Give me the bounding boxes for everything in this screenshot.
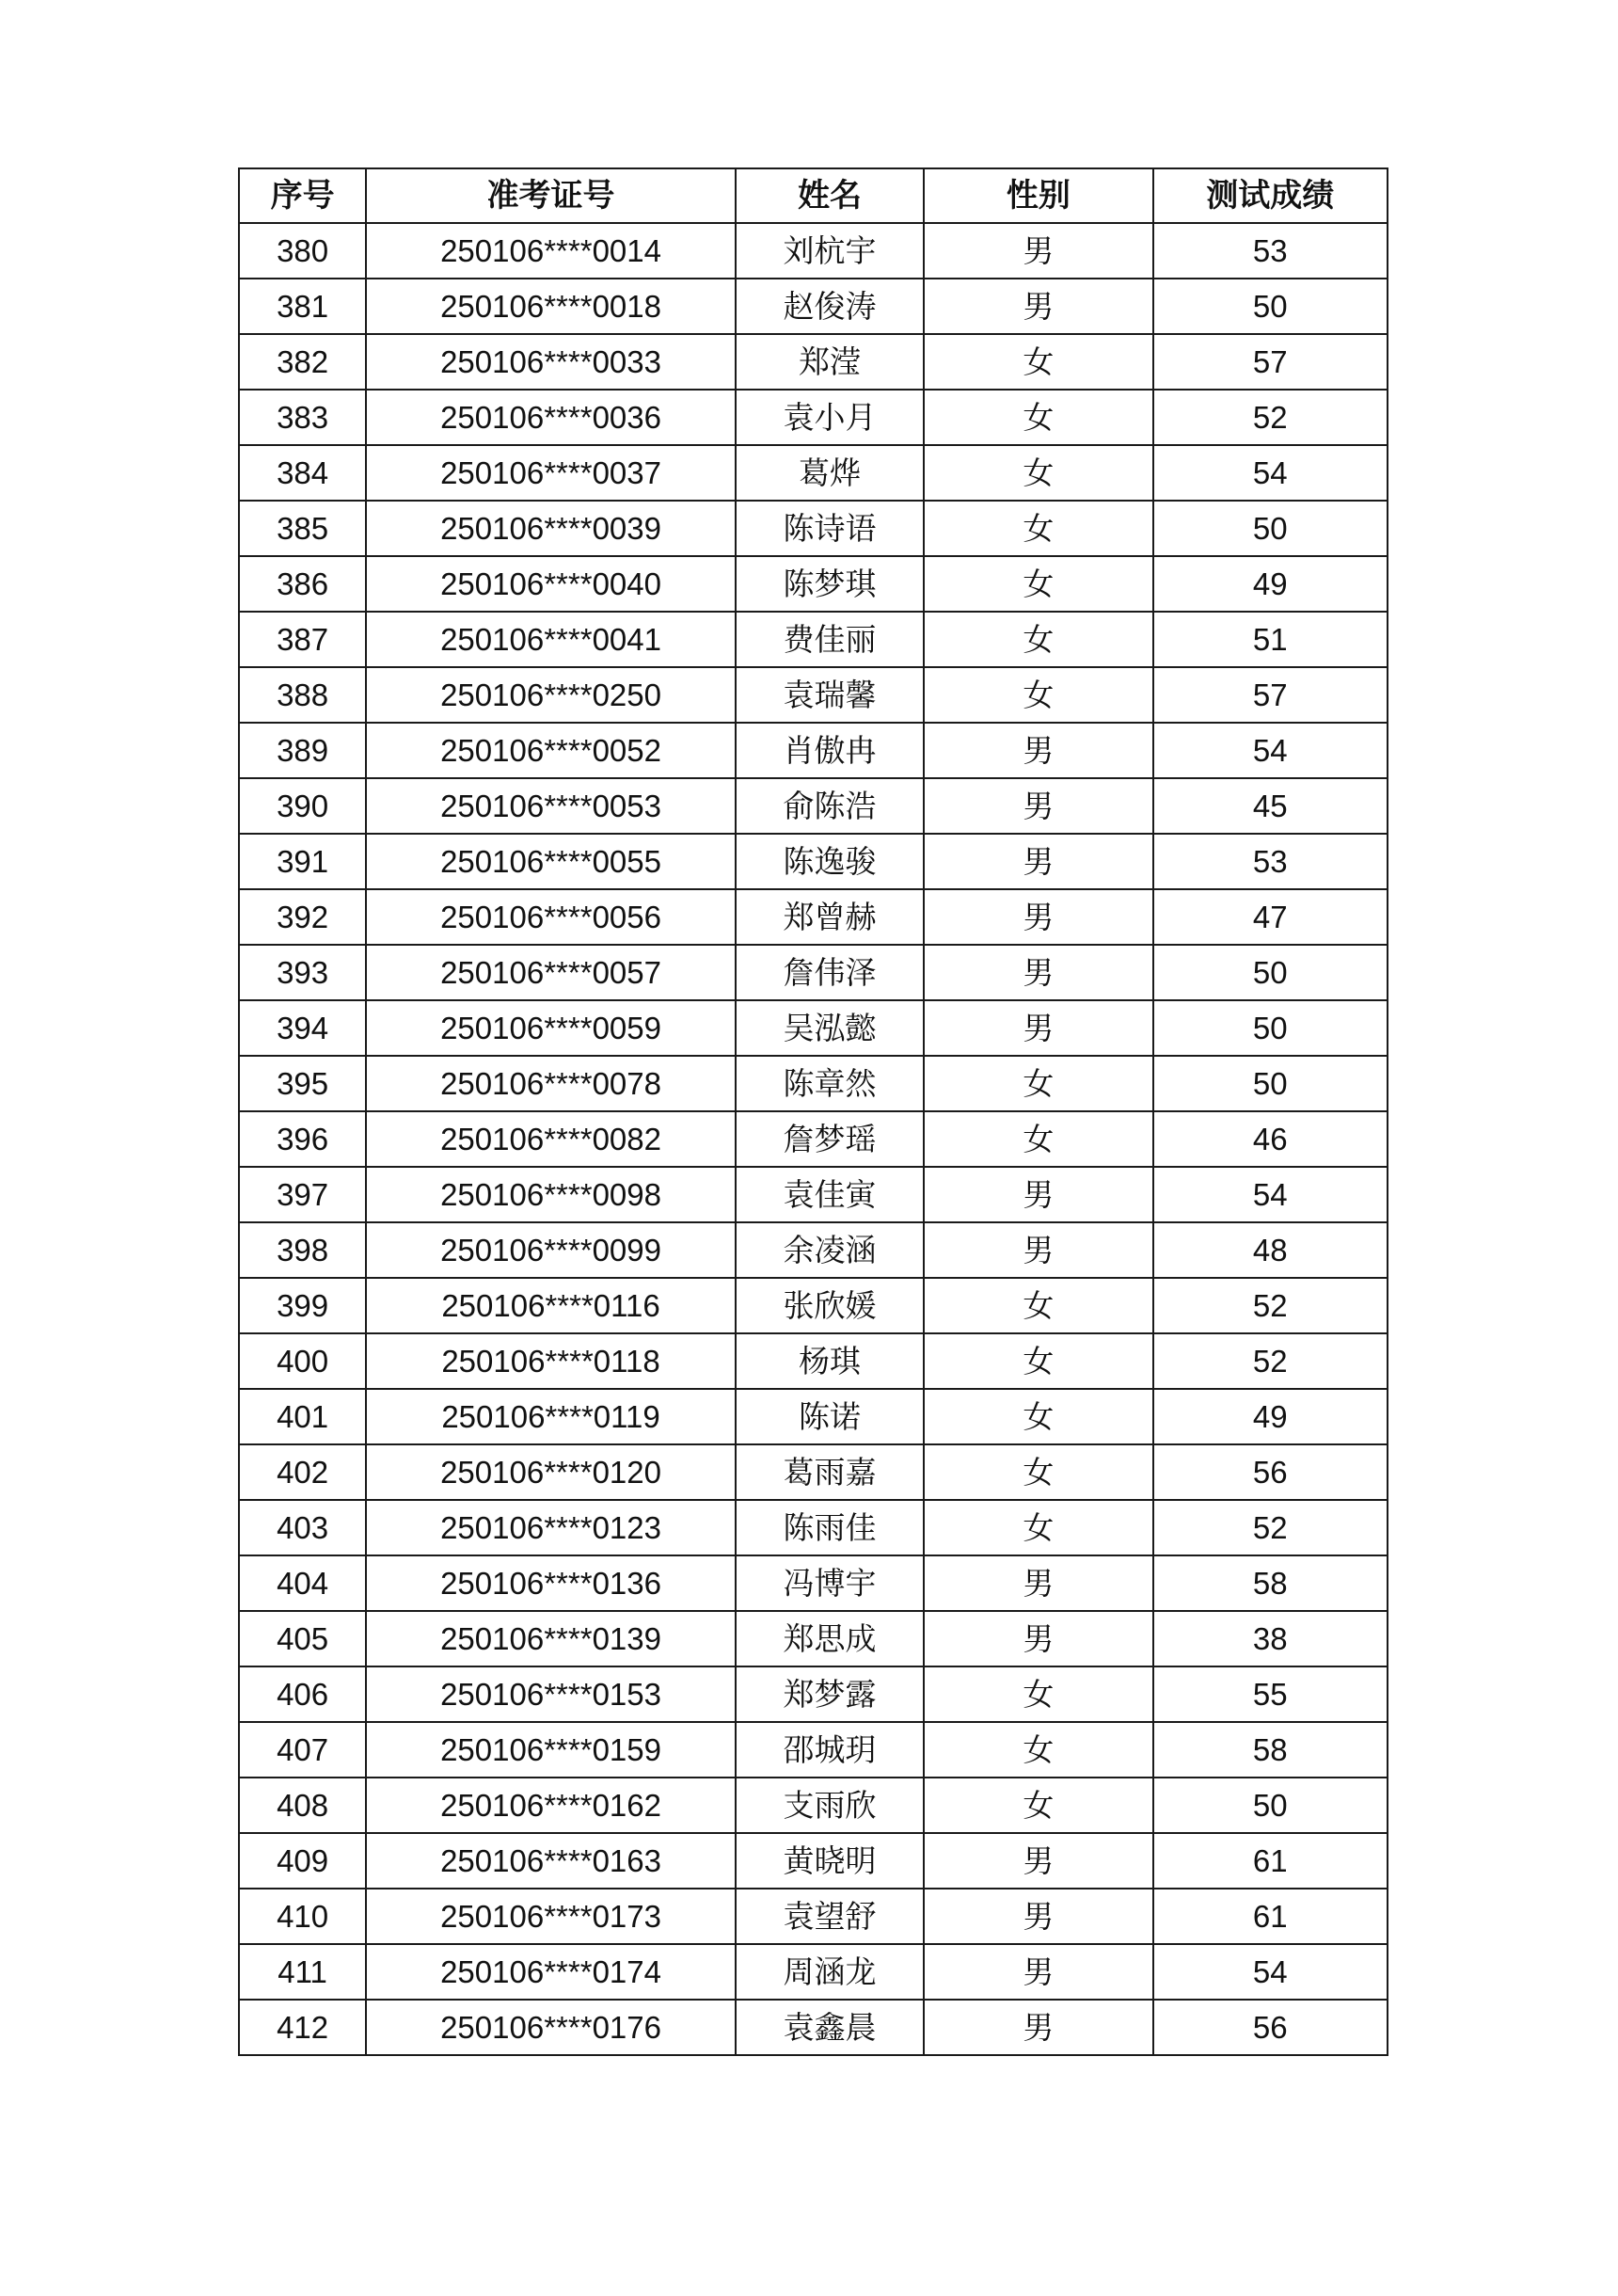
cell-score: 50 xyxy=(1153,1778,1388,1833)
cell-seq: 407 xyxy=(239,1722,366,1778)
cell-score: 52 xyxy=(1153,1278,1388,1333)
cell-exam-id: 250106****0014 xyxy=(366,223,736,279)
cell-seq: 382 xyxy=(239,334,366,390)
cell-score: 49 xyxy=(1153,1389,1388,1444)
cell-score: 47 xyxy=(1153,889,1388,945)
score-table xyxy=(238,167,1388,2056)
cell-seq: 393 xyxy=(239,945,366,1000)
cell-exam-id: 250106****0082 xyxy=(366,1111,736,1167)
cell-gender: 男 xyxy=(924,1000,1152,1056)
cell-name: 周涵龙 xyxy=(736,1944,924,2000)
cell-score: 58 xyxy=(1153,1722,1388,1778)
table-row xyxy=(239,445,1388,501)
cell-name: 詹梦瑶 xyxy=(736,1111,924,1167)
cell-exam-id: 250106****0136 xyxy=(366,1555,736,1611)
cell-name: 俞陈浩 xyxy=(736,778,924,834)
table-row xyxy=(239,2000,1388,2055)
cell-gender: 女 xyxy=(924,1722,1152,1778)
cell-score: 49 xyxy=(1153,556,1388,612)
cell-score: 52 xyxy=(1153,1333,1388,1389)
table-row xyxy=(239,334,1388,390)
cell-exam-id: 250106****0078 xyxy=(366,1056,736,1111)
cell-name: 冯博宇 xyxy=(736,1555,924,1611)
cell-score: 61 xyxy=(1153,1833,1388,1889)
table-row xyxy=(239,1555,1388,1611)
cell-gender: 女 xyxy=(924,1500,1152,1555)
cell-name: 葛雨嘉 xyxy=(736,1444,924,1500)
cell-seq: 411 xyxy=(239,1944,366,2000)
table-row xyxy=(239,556,1388,612)
cell-exam-id: 250106****0098 xyxy=(366,1167,736,1222)
cell-gender: 男 xyxy=(924,1944,1152,2000)
cell-name: 黄晓明 xyxy=(736,1833,924,1889)
cell-exam-id: 250106****0057 xyxy=(366,945,736,1000)
table-row xyxy=(239,223,1388,279)
cell-seq: 398 xyxy=(239,1222,366,1278)
table-row xyxy=(239,1500,1388,1555)
cell-seq: 380 xyxy=(239,223,366,279)
cell-seq: 394 xyxy=(239,1000,366,1056)
cell-seq: 409 xyxy=(239,1833,366,1889)
cell-gender: 男 xyxy=(924,723,1152,778)
cell-exam-id: 250106****0036 xyxy=(366,390,736,445)
cell-score: 57 xyxy=(1153,334,1388,390)
cell-seq: 408 xyxy=(239,1778,366,1833)
table-row xyxy=(239,1611,1388,1666)
cell-gender: 女 xyxy=(924,1111,1152,1167)
cell-name: 刘杭宇 xyxy=(736,223,924,279)
cell-seq: 396 xyxy=(239,1111,366,1167)
cell-name: 葛烨 xyxy=(736,445,924,501)
cell-gender: 女 xyxy=(924,1333,1152,1389)
cell-gender: 女 xyxy=(924,445,1152,501)
cell-exam-id: 250106****0162 xyxy=(366,1778,736,1833)
cell-exam-id: 250106****0040 xyxy=(366,556,736,612)
table-row xyxy=(239,1944,1388,2000)
cell-seq: 400 xyxy=(239,1333,366,1389)
cell-gender: 男 xyxy=(924,2000,1152,2055)
cell-exam-id: 250106****0039 xyxy=(366,501,736,556)
cell-name: 袁鑫晨 xyxy=(736,2000,924,2055)
cell-seq: 386 xyxy=(239,556,366,612)
cell-seq: 402 xyxy=(239,1444,366,1500)
header-gender: 性别 xyxy=(924,168,1152,223)
cell-seq: 388 xyxy=(239,667,366,723)
cell-name: 吴泓懿 xyxy=(736,1000,924,1056)
cell-exam-id: 250106****0119 xyxy=(366,1389,736,1444)
cell-seq: 385 xyxy=(239,501,366,556)
header-name: 姓名 xyxy=(736,168,924,223)
table-row xyxy=(239,1722,1388,1778)
table-row xyxy=(239,1278,1388,1333)
cell-score: 50 xyxy=(1153,1000,1388,1056)
cell-name: 余凌涵 xyxy=(736,1222,924,1278)
table-header xyxy=(239,168,1388,223)
cell-gender: 女 xyxy=(924,1389,1152,1444)
cell-score: 50 xyxy=(1153,1056,1388,1111)
cell-score: 57 xyxy=(1153,667,1388,723)
cell-gender: 男 xyxy=(924,945,1152,1000)
cell-score: 50 xyxy=(1153,279,1388,334)
cell-name: 陈章然 xyxy=(736,1056,924,1111)
cell-exam-id: 250106****0018 xyxy=(366,279,736,334)
table-row xyxy=(239,1778,1388,1833)
table-row xyxy=(239,1167,1388,1222)
cell-name: 赵俊涛 xyxy=(736,279,924,334)
table-row xyxy=(239,1056,1388,1111)
cell-score: 50 xyxy=(1153,945,1388,1000)
table-row xyxy=(239,390,1388,445)
cell-gender: 女 xyxy=(924,1778,1152,1833)
cell-seq: 392 xyxy=(239,889,366,945)
cell-seq: 401 xyxy=(239,1389,366,1444)
cell-name: 陈诗语 xyxy=(736,501,924,556)
table-row xyxy=(239,1389,1388,1444)
table-row xyxy=(239,1666,1388,1722)
cell-name: 陈梦琪 xyxy=(736,556,924,612)
cell-gender: 男 xyxy=(924,1889,1152,1944)
table-row xyxy=(239,1444,1388,1500)
cell-gender: 男 xyxy=(924,223,1152,279)
cell-gender: 女 xyxy=(924,390,1152,445)
cell-gender: 男 xyxy=(924,1611,1152,1666)
cell-seq: 383 xyxy=(239,390,366,445)
cell-gender: 女 xyxy=(924,556,1152,612)
cell-seq: 405 xyxy=(239,1611,366,1666)
cell-seq: 391 xyxy=(239,834,366,889)
cell-exam-id: 250106****0052 xyxy=(366,723,736,778)
cell-seq: 387 xyxy=(239,612,366,667)
table-row xyxy=(239,279,1388,334)
cell-seq: 403 xyxy=(239,1500,366,1555)
cell-exam-id: 250106****0176 xyxy=(366,2000,736,2055)
table-row xyxy=(239,945,1388,1000)
cell-exam-id: 250106****0123 xyxy=(366,1500,736,1555)
table-row xyxy=(239,1000,1388,1056)
cell-seq: 399 xyxy=(239,1278,366,1333)
cell-score: 48 xyxy=(1153,1222,1388,1278)
cell-gender: 女 xyxy=(924,1278,1152,1333)
cell-gender: 男 xyxy=(924,1555,1152,1611)
cell-seq: 381 xyxy=(239,279,366,334)
cell-gender: 女 xyxy=(924,612,1152,667)
cell-seq: 412 xyxy=(239,2000,366,2055)
cell-name: 郑梦露 xyxy=(736,1666,924,1722)
table-row xyxy=(239,723,1388,778)
cell-name: 郑滢 xyxy=(736,334,924,390)
cell-name: 杨琪 xyxy=(736,1333,924,1389)
table-row xyxy=(239,1333,1388,1389)
header-row xyxy=(239,168,1388,223)
cell-score: 58 xyxy=(1153,1555,1388,1611)
cell-name: 邵城玥 xyxy=(736,1722,924,1778)
table-row xyxy=(239,778,1388,834)
cell-gender: 女 xyxy=(924,501,1152,556)
cell-exam-id: 250106****0055 xyxy=(366,834,736,889)
cell-name: 支雨欣 xyxy=(736,1778,924,1833)
table-row xyxy=(239,1889,1388,1944)
cell-seq: 395 xyxy=(239,1056,366,1111)
cell-score: 38 xyxy=(1153,1611,1388,1666)
table-row xyxy=(239,501,1388,556)
cell-gender: 男 xyxy=(924,834,1152,889)
cell-gender: 男 xyxy=(924,1833,1152,1889)
cell-gender: 女 xyxy=(924,1666,1152,1722)
cell-seq: 390 xyxy=(239,778,366,834)
cell-score: 54 xyxy=(1153,723,1388,778)
cell-seq: 384 xyxy=(239,445,366,501)
cell-name: 詹伟泽 xyxy=(736,945,924,1000)
cell-score: 45 xyxy=(1153,778,1388,834)
cell-score: 46 xyxy=(1153,1111,1388,1167)
table-row xyxy=(239,889,1388,945)
cell-gender: 男 xyxy=(924,1167,1152,1222)
cell-gender: 男 xyxy=(924,279,1152,334)
cell-score: 51 xyxy=(1153,612,1388,667)
header-exam-id: 准考证号 xyxy=(366,168,736,223)
header-score: 测试成绩 xyxy=(1153,168,1388,223)
cell-score: 53 xyxy=(1153,223,1388,279)
cell-score: 55 xyxy=(1153,1666,1388,1722)
header-seq: 序号 xyxy=(239,168,366,223)
cell-name: 郑曾赫 xyxy=(736,889,924,945)
cell-name: 袁佳寅 xyxy=(736,1167,924,1222)
cell-name: 陈诺 xyxy=(736,1389,924,1444)
cell-seq: 410 xyxy=(239,1889,366,1944)
cell-gender: 女 xyxy=(924,1444,1152,1500)
cell-exam-id: 250106****0174 xyxy=(366,1944,736,2000)
table-row xyxy=(239,1222,1388,1278)
table-row xyxy=(239,1833,1388,1889)
cell-gender: 男 xyxy=(924,778,1152,834)
cell-gender: 女 xyxy=(924,667,1152,723)
cell-score: 54 xyxy=(1153,1167,1388,1222)
cell-score: 52 xyxy=(1153,1500,1388,1555)
cell-score: 61 xyxy=(1153,1889,1388,1944)
cell-name: 袁望舒 xyxy=(736,1889,924,1944)
cell-exam-id: 250106****0163 xyxy=(366,1833,736,1889)
cell-score: 52 xyxy=(1153,390,1388,445)
cell-exam-id: 250106****0120 xyxy=(366,1444,736,1500)
cell-score: 54 xyxy=(1153,1944,1388,2000)
table-body xyxy=(239,223,1388,2055)
cell-exam-id: 250106****0118 xyxy=(366,1333,736,1389)
cell-score: 50 xyxy=(1153,501,1388,556)
cell-seq: 406 xyxy=(239,1666,366,1722)
cell-seq: 397 xyxy=(239,1167,366,1222)
cell-exam-id: 250106****0037 xyxy=(366,445,736,501)
cell-name: 袁小月 xyxy=(736,390,924,445)
cell-name: 袁瑞馨 xyxy=(736,667,924,723)
cell-exam-id: 250106****0059 xyxy=(366,1000,736,1056)
table-row xyxy=(239,1111,1388,1167)
cell-exam-id: 250106****0053 xyxy=(366,778,736,834)
cell-name: 费佳丽 xyxy=(736,612,924,667)
cell-seq: 389 xyxy=(239,723,366,778)
cell-name: 肖傲冉 xyxy=(736,723,924,778)
cell-exam-id: 250106****0173 xyxy=(366,1889,736,1944)
cell-seq: 404 xyxy=(239,1555,366,1611)
cell-exam-id: 250106****0250 xyxy=(366,667,736,723)
cell-name: 郑思成 xyxy=(736,1611,924,1666)
cell-exam-id: 250106****0153 xyxy=(366,1666,736,1722)
table-row xyxy=(239,667,1388,723)
cell-name: 陈逸骏 xyxy=(736,834,924,889)
cell-exam-id: 250106****0033 xyxy=(366,334,736,390)
cell-score: 56 xyxy=(1153,1444,1388,1500)
cell-gender: 男 xyxy=(924,1222,1152,1278)
table-row xyxy=(239,834,1388,889)
cell-name: 陈雨佳 xyxy=(736,1500,924,1555)
cell-gender: 女 xyxy=(924,334,1152,390)
cell-exam-id: 250106****0041 xyxy=(366,612,736,667)
cell-score: 54 xyxy=(1153,445,1388,501)
cell-gender: 女 xyxy=(924,1056,1152,1111)
cell-name: 张欣媛 xyxy=(736,1278,924,1333)
table-row xyxy=(239,612,1388,667)
cell-score: 56 xyxy=(1153,2000,1388,2055)
cell-exam-id: 250106****0056 xyxy=(366,889,736,945)
cell-score: 53 xyxy=(1153,834,1388,889)
cell-exam-id: 250106****0159 xyxy=(366,1722,736,1778)
cell-exam-id: 250106****0139 xyxy=(366,1611,736,1666)
cell-exam-id: 250106****0116 xyxy=(366,1278,736,1333)
cell-gender: 男 xyxy=(924,889,1152,945)
cell-exam-id: 250106****0099 xyxy=(366,1222,736,1278)
